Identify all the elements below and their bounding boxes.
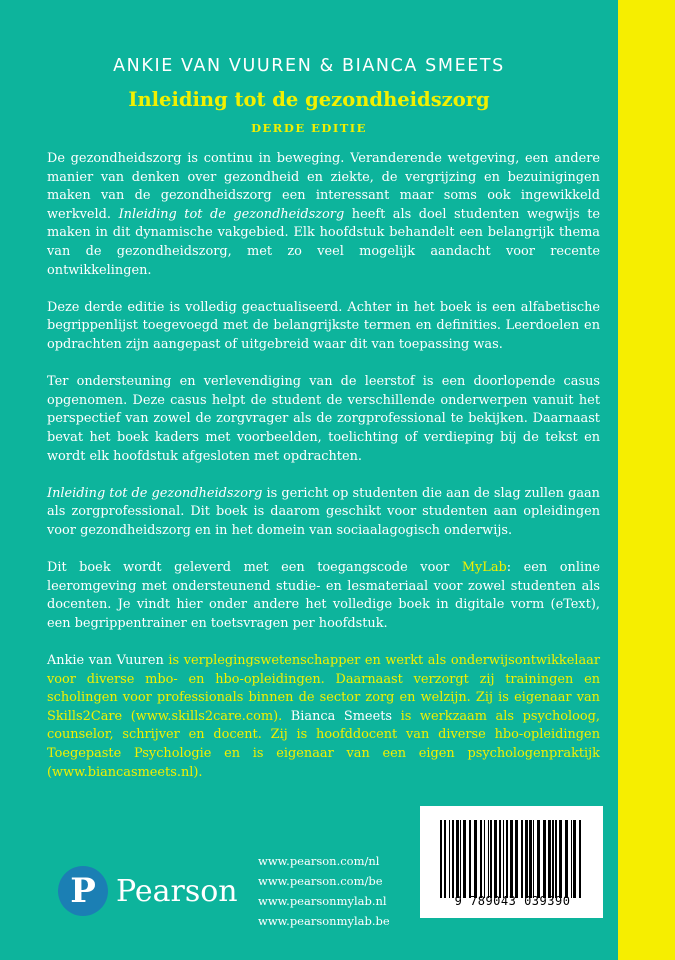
barcode-bars bbox=[440, 820, 583, 898]
barcode-bar bbox=[529, 820, 532, 898]
barcode-bar bbox=[573, 820, 576, 898]
barcode-bar bbox=[548, 820, 551, 898]
text: heeft als doel studenten wegwijs te maken in dit dynamische vakgebied. Elk hoofdstuk behandelt een belangrijk thema van de gezondheidszorg, met zo veel mogelijk aandacht voor recente ontwikkelingen. bbox=[47, 206, 600, 278]
blurb bbox=[47, 150, 600, 801]
mylab-highlight: MyLab bbox=[461, 560, 507, 576]
paragraph-casus: Ter ondersteuning en verlevendiging van de leerstof is een doorlopende casus opgenomen. Deze casus helpt de student de verschillende onderwerpen vanuit het perspectief van zowel de zorgvrager als de zorgprofessional te bekijken. Daarnaast bevat het boek kaders met voorbeelden, toelichting of verdieping bij de tekst en wordt elk hoofdstuk afgesloten met opdrachten. bbox=[47, 374, 600, 464]
barcode-bar bbox=[444, 820, 446, 898]
barcode-bar bbox=[503, 820, 504, 898]
barcode-bar bbox=[559, 820, 562, 898]
url: www.pearson.com/nl bbox=[258, 854, 380, 868]
barcode-bar bbox=[474, 820, 477, 898]
barcode-bar bbox=[555, 820, 557, 898]
barcode-bar bbox=[449, 820, 450, 898]
isbn-number: 9 789043 039390 bbox=[454, 894, 571, 908]
text: De gezondheidszorg is continu in beweging. Veranderende wetgeving, een andere manier van denken over gezondheid en ziekte, de vergrijzing en bezuinigingen maken van de gezondheidszorg een interessant maar soms ook ingewikkeld werkveld. bbox=[47, 151, 600, 222]
barcode-bar bbox=[579, 820, 581, 898]
edition-label: DERDE EDITIE bbox=[251, 121, 367, 135]
barcode-bar bbox=[515, 820, 518, 898]
barcode-bar bbox=[571, 820, 572, 898]
barcode-bar bbox=[440, 820, 442, 898]
barcode-bar bbox=[469, 820, 471, 898]
text: : een online leeromgeving met ondersteunend studie- en lesmateriaal voor zowel studenten als docenten. Je vindt hier onder andere het volledige boek in digitale vorm (eText), een begrippentrainer en toetsvragen per hoofdstuk. bbox=[47, 560, 601, 631]
url: www.pearsonmylab.nl bbox=[258, 894, 387, 908]
pearson-logo bbox=[58, 866, 238, 916]
pearson-logo-icon: P bbox=[58, 866, 108, 916]
publisher-urls bbox=[258, 851, 390, 931]
book-title: Inleiding tot de gezondheidszorg bbox=[128, 88, 490, 111]
barcode-bar bbox=[521, 820, 523, 898]
paragraph-intro bbox=[47, 150, 600, 280]
authors: ANKIE VAN VUUREN & BIANCA SMEETS bbox=[113, 56, 505, 76]
author-name: Bianca Smeets bbox=[290, 708, 392, 724]
barcode-bar bbox=[552, 820, 554, 898]
barcode-bar bbox=[484, 820, 485, 898]
url: www.pearsonmylab.be bbox=[258, 914, 390, 928]
paragraph-audience bbox=[47, 485, 600, 541]
barcode-bar bbox=[543, 820, 546, 898]
barcode-bar bbox=[494, 820, 497, 898]
paragraph-mylab bbox=[47, 559, 600, 633]
url: www.pearson.com/be bbox=[258, 874, 383, 888]
title-reference: Inleiding tot de gezondheidszorg bbox=[118, 206, 345, 222]
barcode-bar bbox=[488, 820, 489, 898]
barcode-bar bbox=[452, 820, 454, 898]
barcode-bar bbox=[480, 820, 482, 898]
author-name: Ankie van Vuuren bbox=[47, 653, 164, 669]
barcode-bar bbox=[533, 820, 534, 898]
barcode-bar bbox=[499, 820, 501, 898]
barcode-bar bbox=[565, 820, 568, 898]
paragraph-edition: Deze derde editie is volledig geactualiseerd. Achter in het boek is een alfabetische begrippenlijst toegevoegd met de belangrijkste termen en definities. Leerdoelen en opdrachten zijn aangepast of uitgebreid waar dit van toepassing was. bbox=[47, 299, 600, 352]
barcode-bar bbox=[506, 820, 508, 898]
paragraph-authors-bio bbox=[47, 652, 600, 782]
barcode-bar bbox=[456, 820, 459, 898]
barcode-bar bbox=[537, 820, 540, 898]
barcode bbox=[420, 806, 603, 918]
barcode-bar bbox=[490, 820, 492, 898]
barcode-bar bbox=[525, 820, 528, 898]
text: is gericht op studenten die aan de slag zullen gaan als zorgprofessional. Dit boek is daarom geschikt voor studenten aan opleidingen voor gezondheidszorg en in het domein van sociaalagogisch onderwijs. bbox=[47, 485, 600, 538]
text: Dit boek wordt geleverd met een toegangscode voor bbox=[47, 560, 462, 576]
barcode-bar bbox=[510, 820, 513, 898]
barcode-bar bbox=[463, 820, 466, 898]
bio-text: is werkzaam als psycholoog, counselor, schrijver en docent. Zij is hoofddocent van diverse hbo-opleidingen Toegepaste Psychologie en is eigenaar van een eigen psychologenpraktijk (www.biancasmeets.nl). bbox=[47, 708, 600, 780]
pearson-wordmark: Pearson bbox=[116, 873, 238, 909]
barcode-bar bbox=[460, 820, 461, 898]
bio-text: is verplegingswetenschapper en werkt als onderwijsontwikkelaar voor diverse mbo- en hbo-opleidingen. Daarnaast verzorgt zij trainingen en scholingen voor professionals binnen de sector zorg en welzijn. Zij is eigenaar van Skills2Care (www.skills2care.com). bbox=[47, 653, 600, 724]
title-reference: Inleiding tot de gezondheidszorg bbox=[47, 485, 263, 501]
yellow-spine-strip bbox=[618, 0, 675, 960]
